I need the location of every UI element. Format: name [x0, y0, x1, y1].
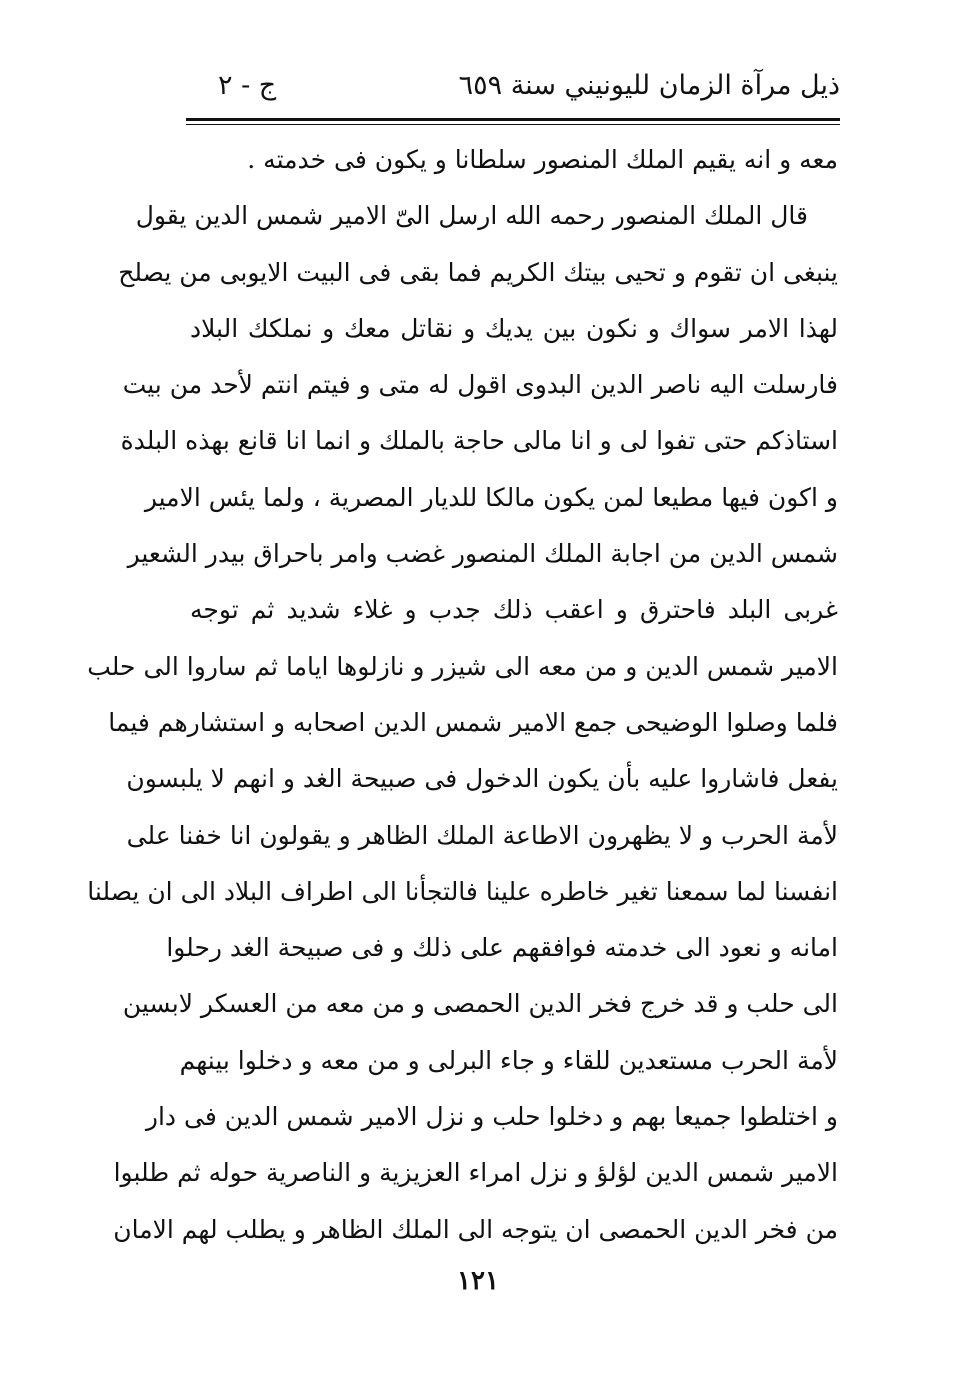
text-line: لهذا الامر سواك و نكون بين يديك و نقاتل معك و نملكك البلاد [190, 313, 838, 343]
text-line: من فخر الدين الحمصى ان يتوجه الى الملك الظاهر و يطلب لهم الامان [113, 1214, 838, 1244]
text-line: استاذكم حتى تفوا لى و انا مالى حاجة بالملك و انما انا قانع بهذه البلدة [120, 426, 838, 456]
header-rule-thick [186, 118, 840, 121]
text-line: الى حلب و قد خرج فخر الدين الحمصى و من معه من العسكر لابسين [122, 989, 838, 1019]
text-line: قال الملك المنصور رحمه الله ارسل الىّ الامير شمس الدين يقول [135, 201, 808, 231]
text-line: فارسلت اليه ناصر الدين البدوى اقول له متى و فيتم انتم لأحد من بيت [122, 370, 838, 400]
text-line: معه و انه يقيم الملك المنصور سلطانا و يكون فى خدمته . [247, 145, 838, 174]
text-line: شمس الدين من اجابة الملك المنصور غضب وامر باحراق بيدر الشعير [127, 539, 838, 569]
text-line: امانه و نعود الى خدمته فوافقهم على ذلك و فى صبيحة الغد رحلوا [166, 933, 838, 963]
text-line: غربى البلد فاحترق و اعقب ذلك جدب و غلاء شديد ثم توجه [190, 595, 838, 625]
body-text [87, 140, 838, 1266]
text-line: يفعل فاشاروا عليه بأن يكون الدخول فى صبيحة الغد و انهم لا يلبسون [126, 764, 838, 794]
text-line: و اكون فيها مطيعا لمن يكون مالكا للديار المصرية ، ولما يئس الامير [144, 482, 838, 512]
header-rule-thin [186, 124, 840, 125]
page-number: ١٢١ [457, 1266, 499, 1296]
text-line: لأمة الحرب و لا يظهرون الاطاعة الملك الظاهر و يقولون انا خفنا على [126, 820, 838, 850]
text-line: الامير شمس الدين و من معه الى شيزر و نازلوها اياما ثم ساروا الى حلب [87, 651, 838, 681]
text-line: ينبغى ان تقوم و تحيى بيتك الكريم فما بقى فى البيت الايوبى من يصلح [118, 257, 838, 287]
text-line: و اختلطوا جميعا بهم و دخلوا حلب و نزل الامير شمس الدين فى دار [145, 1102, 838, 1132]
text-line: لأمة الحرب مستعدين للقاء و جاء البرلى و من معه و دخلوا بينهم [179, 1045, 838, 1075]
text-line: انفسنا لما سمعنا تغير خاطره علينا فالتجأنا الى اطراف البلاد الى ان يصلنا [87, 876, 838, 906]
text-line: الامير شمس الدين لؤلؤ و نزل امراء العزيزية و الناصرية حوله ثم طلبوا [113, 1158, 838, 1188]
volume-label: ج - ٢ [218, 70, 277, 101]
text-line: فلما وصلوا الوضيحى جمع الامير شمس الدين اصحابه و استشارهم فيما [108, 707, 838, 737]
running-header [186, 66, 840, 116]
book-title: ذيل مرآة الزمان لليونيني سنة ٦٥٩ [458, 70, 840, 101]
